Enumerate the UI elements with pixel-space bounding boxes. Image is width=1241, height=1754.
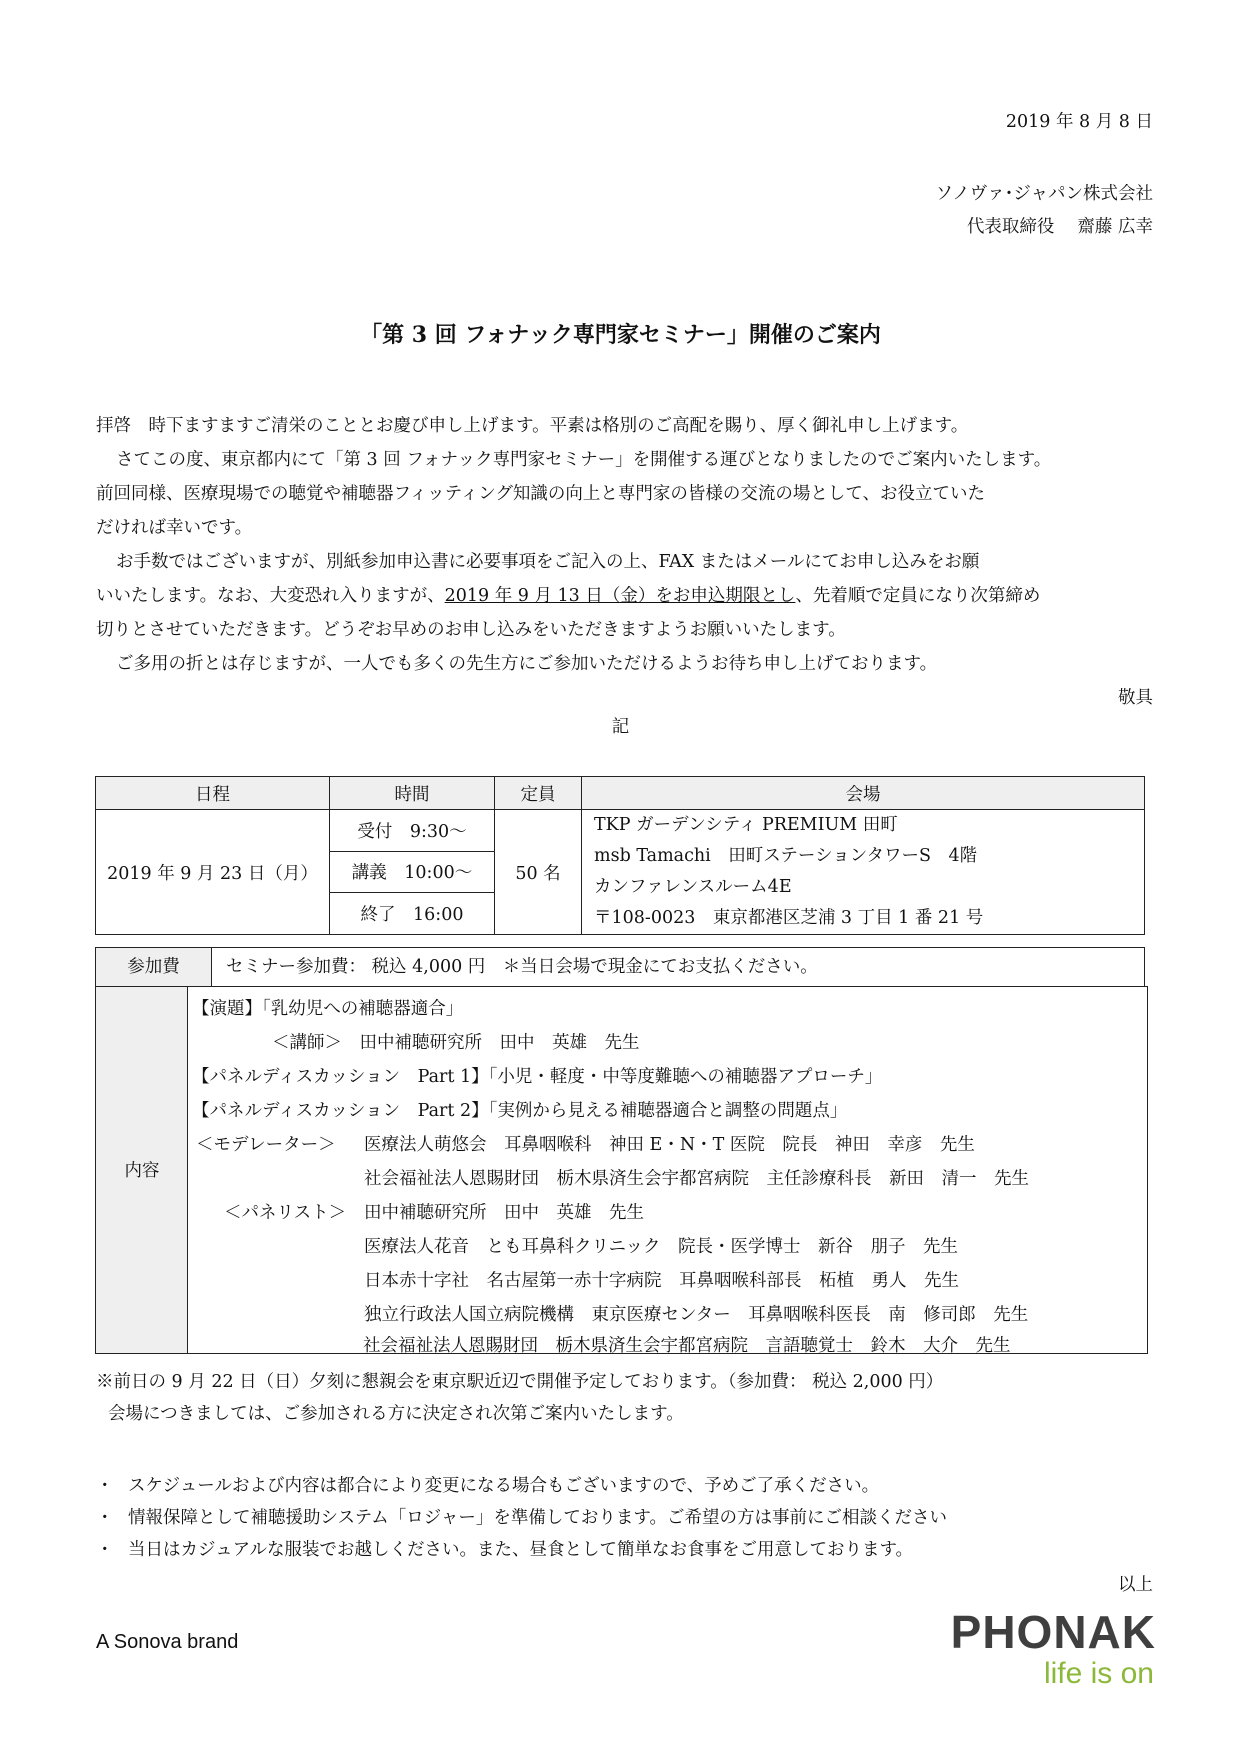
header-capacity: 定員 [495,777,582,810]
ki-label: 記 [611,717,630,737]
header-time: 時間 [330,777,495,810]
time-end: 終了 16:00 [330,893,495,935]
capacity: 50 名 [495,810,582,935]
moderator-label: ＜モデレーター＞ [196,1135,336,1155]
panelist-5: 社会福祉法人恩賜財団 栃木県済生会宇都宮病院 言語聴覚士 鈴木 大介 先生 [363,1336,1011,1356]
fee-value: セミナー参加費： 税込 4,000 円 ＊当日会場で現金にてお支払ください。 [226,957,818,977]
venue-line-1: TKP ガーデンシティ PREMIUM 田町 [594,815,898,835]
content-box [95,986,1148,1354]
body-line-3: 前回同様、医療現場での聴覚や補聴器フィッティング知識の向上と専門家の皆様の交流の場として、お役立ていた [96,484,985,504]
deadline-text: 2019 年 9 月 13 日（金）をお申込期限とし [444,586,796,606]
event-date: 2019 年 9 月 23 日（月） [96,810,330,935]
venue-cell [582,810,1145,935]
body-line-2: さてこの度、東京都内にて「第 3 回 フォナック専門家セミナー」を開催する運びとなりましたのでご案内いたします。 [116,450,1052,470]
venue-line-4: 〒108-0023 東京都港区芝浦 3 丁目 1 番 21 号 [594,908,984,928]
panelist-label: ＜パネリスト＞ [224,1203,347,1223]
body-line-7: 切りとさせていただきます。どうぞお早めのお申し込みをいただきますようお願いいたします。 [96,620,846,640]
panelist-2: 医療法人花音 とも耳鼻科クリニック 院長・医学博士 新谷 朋子 先生 [364,1237,958,1257]
body-line-5: お手数ではございますが、別紙参加申込書に必要事項をご記入の上、FAX またはメールにてお申し込みをお願 [116,552,980,572]
note-1: ※前日の 9 月 22 日（日）夕刻に懇親会を東京駅近辺で開催予定しております。（参加費： 税込 2,000 円） [96,1372,944,1392]
venue-line-2: msb Tamachi 田町ステーションタワーS 4階 [594,846,978,866]
company-name: ソノヴァ･ジャパン株式会社 [935,184,1153,204]
header-date: 日程 [96,777,330,810]
content-line-4: 【パネルディスカッション Part 2】「実例から見える補聴器適合と調整の問題点」 [192,1101,848,1121]
content-line-1: 【演題】「乳幼児への補聴器適合」 [192,999,464,1019]
content-line-2: ＜講師＞ 田中補聴研究所 田中 英雄 先生 [272,1033,640,1053]
body-line-8: ご多用の折とは存じますが、一人でも多くの先生方にご参加いただけるようお待ち申し上げております。 [116,654,938,674]
body-line-4: だければ幸いです。 [96,518,253,538]
closing-ijou: 以上 [1118,1575,1153,1595]
panelist-3: 日本赤十字社 名古屋第一赤十字病院 耳鼻咽喉科部長 柘植 勇人 先生 [364,1271,959,1291]
bullet-item-1: ・ スケジュールおよび内容は都合により変更になる場合もございますので、予めご了承ください。 [96,1476,880,1496]
time-lecture: 講義 10:00～ [330,851,495,893]
moderator-1: 医療法人萌悠会 耳鼻咽喉科 神田 E・N・T 医院 院長 神田 幸彦 先生 [364,1135,975,1155]
page-title: 「第 3 回 フォナック専門家セミナー」開催のご案内 [360,322,881,348]
schedule-table [95,776,1145,935]
sonova-brand-text: A Sonova brand [96,1631,239,1653]
document-date: 2019 年 8 月 8 日 [1005,112,1153,132]
note-2: 会場につきましては、ご参加される方に決定され次第ご案内いたします。 [108,1404,684,1424]
bullet-item-2: ・ 情報保障として補聴援助システム「ロジャー」を準備しております。ご希望の方は事前にご相談ください [96,1508,947,1528]
fee-label: 参加費 [96,948,212,986]
moderator-2: 社会福祉法人恩賜財団 栃木県済生会宇都宮病院 主任診療科長 新田 清一 先生 [364,1169,1029,1189]
body-line-1: 拝啓 時下ますますご清栄のこととお慶び申し上げます。平素は格別のご高配を賜り、厚く御礼申し上げます。 [96,416,969,436]
bullet-item-3: ・ 当日はカジュアルな服装でお越しください。また、昼食として簡単なお食事をご用意しております。 [96,1540,914,1560]
phonak-logo [932,1605,1156,1695]
venue-line-3: カンファレンスルーム4E [594,877,792,897]
representative: 代表取締役 齋藤 広幸 [966,217,1153,237]
phonak-logo-name: PHONAK [950,1606,1156,1658]
body-line-6: いいたします。なお、大変恐れ入りますが、2019 年 9 月 13 日（金）をお申込期限とし、先着順で定員になり次第締め [96,586,1041,606]
content-label: 内容 [124,1161,160,1181]
fee-row [95,947,1145,987]
header-venue: 会場 [582,777,1145,810]
time-reception: 受付 9:30～ [330,810,495,852]
phonak-logo-tagline: life is on [1043,1657,1154,1690]
closing-keigu: 敬具 [1118,688,1153,708]
content-line-3: 【パネルディスカッション Part 1】「小児・軽度・中等度難聴への補聴器アプローチ」 [192,1067,883,1087]
panelist-4: 独立行政法人国立病院機構 東京医療センター 耳鼻咽喉科医長 南 修司郎 先生 [364,1305,1029,1325]
panelist-1: 田中補聴研究所 田中 英雄 先生 [364,1203,644,1223]
